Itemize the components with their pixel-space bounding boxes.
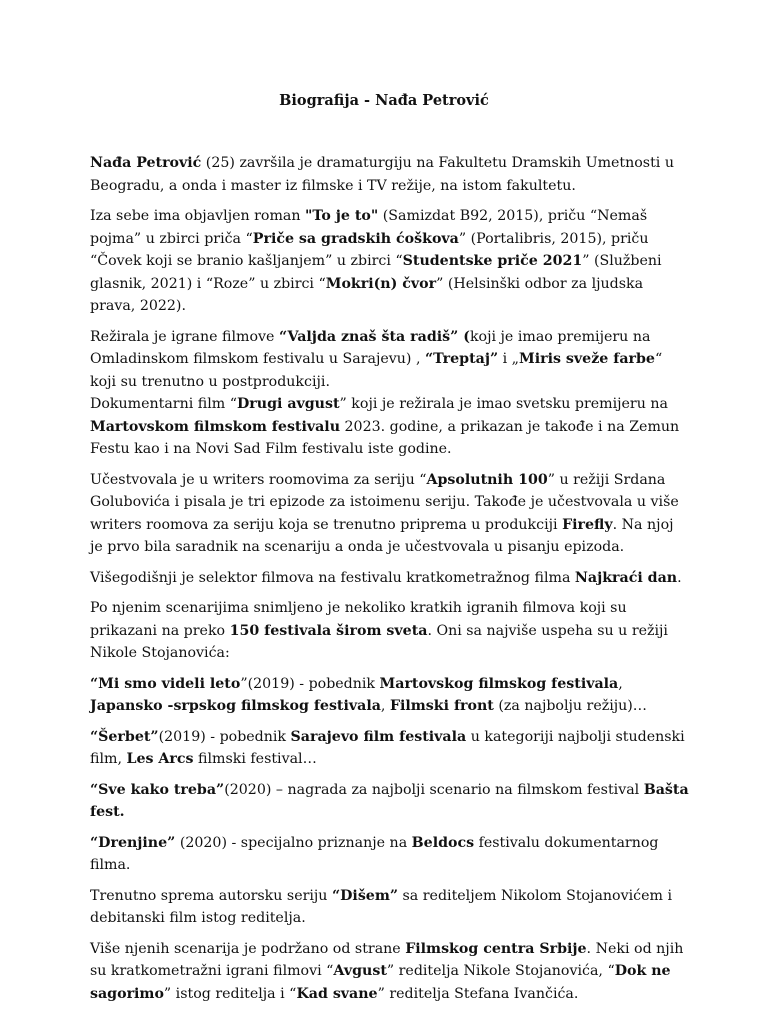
bold-segment: “Treptaj” xyxy=(424,351,499,367)
text-segment: ” (Portalibris, 2015), priču “Čovek koji se branio kašljanjem” u zbirci “ xyxy=(90,230,649,269)
paragraph-film-mi-smo-videli-leto xyxy=(90,673,690,718)
bold-segment: “Valjda znaš šta radiš” ( xyxy=(278,328,470,345)
text-segment: i „ xyxy=(498,351,520,367)
bold-segment: Martovskom filmskom festivalu xyxy=(90,418,341,435)
bold-segment: Filmski front xyxy=(389,698,494,714)
paragraph-documentary xyxy=(90,393,690,461)
text-segment: (25) završila je dramaturgiju na Fakultetu Dramskih Umetnosti u Beogradu, a onda i master iz filmske i TV režije, na istom fakultetu. xyxy=(90,155,674,194)
bold-segment: “Sve kako treba” xyxy=(90,781,225,798)
bold-segment: Bašta fest. xyxy=(90,781,689,820)
paragraph-current-work xyxy=(90,885,690,930)
bold-segment: “Šerbet” xyxy=(90,728,159,745)
text-segment: (Samizdat B92, 2015), priču “Nemaš pojma” u zbirci priča “ xyxy=(90,208,648,247)
text-segment: (2020) - specijalno priznanje na xyxy=(175,834,412,851)
bold-segment: Dok ne sagorimo xyxy=(90,963,671,1002)
paragraph-screenplays xyxy=(90,597,690,665)
text-segment: , xyxy=(618,675,623,692)
text-segment: Učestvovala je u writers roomovima za seriju “ xyxy=(90,471,427,488)
text-segment: Trenutno sprema autorsku seriju xyxy=(90,887,332,904)
text-segment: (2019) - pobednik xyxy=(158,728,291,745)
text-segment: . xyxy=(677,569,682,586)
text-segment: . Na njoj je prvo bila saradnik na scenariju a onda je učestvovala u pisanju epizoda. xyxy=(90,516,674,555)
bold-segment: Firefly xyxy=(562,516,613,533)
text-segment: , xyxy=(380,698,390,714)
bold-segment: Les Arcs xyxy=(126,751,194,767)
bold-segment: Apsolutnih 100 xyxy=(426,471,548,488)
text-segment: ” (Helsinški odbor za ljudska prava, 2022). xyxy=(90,275,644,314)
text-segment: ”(2019) - pobednik xyxy=(240,675,380,692)
text-segment: ” reditelja Stefana Ivančića. xyxy=(377,985,579,1002)
text-segment: Višegodišnji je selektor filmova na festivalu kratkometražnog filma xyxy=(90,569,575,586)
text-segment: ” (Službeni glasnik, 2021) i “Roze” u zbirci “ xyxy=(90,253,662,292)
document-body xyxy=(90,152,690,1013)
bold-segment: Sarajevo film festivala xyxy=(290,728,467,745)
paragraph-writers-rooms xyxy=(90,469,690,559)
text-segment: festivalu dokumentarnog filma. xyxy=(90,834,659,873)
text-segment: (za najbolju režiju)… xyxy=(493,698,647,714)
text-segment: 2023. godine, a prikazan je takođe i na Zemun Festu kao i na Novi Sad Film festivalu iste godine. xyxy=(90,418,680,457)
text-segment: Po njenim scenarijima snimljeno je nekoliko kratkih igranih filmova koji su prikazani na preko xyxy=(90,600,627,639)
paragraph-film-serbet xyxy=(90,726,690,771)
text-segment: u kategoriji najbolji studenski film, xyxy=(90,728,685,767)
paragraph-feature-films xyxy=(90,326,690,394)
bold-segment: Japansko -srpskog filmskog festivala xyxy=(90,698,381,714)
bold-segment: Miris sveže farbe xyxy=(519,351,655,367)
paragraph-intro xyxy=(90,152,690,197)
bold-segment: Kad svane xyxy=(296,985,378,1002)
text-segment: Dokumentarni film “ xyxy=(90,396,237,412)
paragraph-selector xyxy=(90,567,690,590)
bold-segment: 150 festivala širom sveta xyxy=(229,622,428,639)
text-segment: filmski festival… xyxy=(193,751,317,767)
text-segment: ” istog reditelja i “ xyxy=(163,985,297,1002)
paragraph-film-drenjine xyxy=(90,832,690,877)
bold-segment: “Drenjine” xyxy=(90,834,176,851)
bold-segment: Najkraći dan xyxy=(574,569,678,586)
bold-segment: Martovskog filmskog festivala xyxy=(379,675,619,692)
bold-segment: Avgust xyxy=(333,963,387,979)
document-title: Biografija - Nađa Petrović xyxy=(279,92,489,109)
bold-segment: Studentske priče 2021 xyxy=(402,253,583,269)
paragraph-film-center-support xyxy=(90,938,690,1006)
bold-segment: Drugi avgust xyxy=(236,396,340,412)
bold-segment: “Mi smo videli leto xyxy=(90,675,241,692)
text-segment: ” koji je režirala je imao svetsku premijeru na xyxy=(339,396,668,412)
text-segment: Iza sebe ima objavljen roman xyxy=(90,208,306,224)
bold-segment: Mokri(n) čvor xyxy=(325,275,437,292)
bold-segment: Beldocs xyxy=(411,834,475,851)
text-segment: Više njenih scenarija je podržano od strane xyxy=(90,940,406,957)
text-segment: ” reditelja Nikole Stojanovića, “ xyxy=(386,963,615,979)
author-name: Nađa Petrović xyxy=(90,155,202,171)
bold-segment: Priče sa gradskih ćoškova xyxy=(252,230,459,247)
paragraph-film-sve-kako-treba xyxy=(90,779,690,824)
text-segment: Režirala je igrane filmove xyxy=(90,328,279,345)
bold-segment: "To je to" xyxy=(305,208,379,224)
text-segment: ” u režiji Srdana Golubovića i pisala je tri epizode za istoimenu seriju. Takođe je učestvovala u više writers roomova za seriju koja se trenutno priprema u produkciji xyxy=(90,471,679,533)
text-segment: “ koji su trenutno u postprodukciji. xyxy=(90,351,663,390)
text-segment: koji je imao premijeru na Omladinskom filmskom festivalu u Sarajevu) , xyxy=(90,328,651,367)
text-segment: sa rediteljem Nikolom Stojanovićem i debitanski film istog reditelja. xyxy=(90,887,672,926)
text-segment: . Oni sa najviše uspeha su u režiji Nikole Stojanovića: xyxy=(90,622,668,661)
bold-segment: “Dišem” xyxy=(331,887,399,904)
paragraph-publications xyxy=(90,205,690,318)
bold-segment: Filmskog centra Srbije xyxy=(405,940,587,957)
text-segment: . Neki od njih su kratkometražni igrani filmovi “ xyxy=(90,940,684,979)
text-segment: (2020) – nagrada za najbolji scenario na filmskom festival xyxy=(224,781,644,798)
